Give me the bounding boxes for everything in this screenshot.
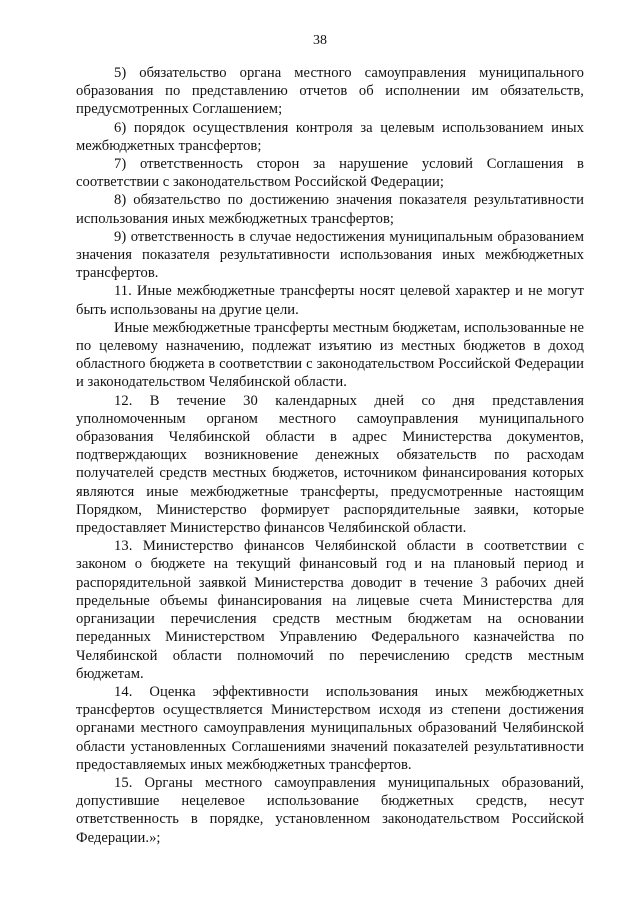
paragraph-clause-12: 12. В течение 30 календарных дней со дня представления уполномоченным органом местного самоуправления муниципального образования Челябинской области в адрес Министерства документов, подтверждающих возникновение денежных обязательств по расходам получателей средств местных бюджетов, источником финансирования которых являются иные межбюджетные трансферты, предусмотренные настоящим Порядком, Министерство формирует распорядительные заявки, которые предоставляет Министерство финансов Челябинской области. <box>76 392 584 537</box>
paragraph-clause-14: 14. Оценка эффективности использования иных межбюджетных трансфертов осуществляется Министерством исходя из степени достижения органами местного самоуправления муниципальных образований Челябинской области установленных Соглашениями значений показателей результативности предоставляемых иных межбюджетных трансфертов. <box>76 683 584 773</box>
paragraph-clause-11: 11. Иные межбюджетные трансферты носят целевой характер и не могут быть использованы на другие цели. <box>76 283 584 318</box>
paragraph-item-7: 7) ответственность сторон за нарушение условий Соглашения в соответствии с законодательством Российской Федерации; <box>76 156 584 191</box>
paragraph-clause-13: 13. Министерство финансов Челябинской области в соответствии с законом о бюджете на текущий финансовый год и на плановый период и распорядительной заявкой Министерства доводит в течение 3 рабочих дней предельные объемы финансирования на лицевые счета Министерства для организации перечисления средств местным бюджетам на основании переданных Министерством Управлению Федерального казначейства по Челябинской области полномочий по перечислению средств местным бюджетам. <box>76 538 584 682</box>
paragraph-item-5: 5) обязательство органа местного самоуправления муниципального образования по представлению отчетов об исполнении им обязательств, предусмотренных Соглашением; <box>76 65 584 118</box>
paragraph-clause-11-misuse: Иные межбюджетные трансферты местным бюджетам, использованные не по целевому назначению, подлежат изъятию из местных бюджетов в доход областного бюджета в соответствии с законодательством Российской Федерации и законодательством Челябинской области. <box>76 319 584 391</box>
paragraph-item-6: 6) порядок осуществления контроля за целевым использованием иных межбюджетных трансфертов; <box>76 119 584 154</box>
paragraph-item-8: 8) обязательство по достижению значения показателя результативности использования иных межбюджетных трансфертов; <box>76 192 584 227</box>
paragraph-clause-15: 15. Органы местного самоуправления муниципальных образований, допустившие нецелевое использование бюджетных средств, несут ответственность в порядке, установленном законодательством Российской Федерации.»; <box>76 774 584 846</box>
document-body <box>76 64 584 847</box>
paragraph-item-9: 9) ответственность в случае недостижения муниципальным образованием значения показателя результативности использования иных межбюджетных трансфертов. <box>76 228 584 282</box>
page-number: 38 <box>313 33 327 48</box>
